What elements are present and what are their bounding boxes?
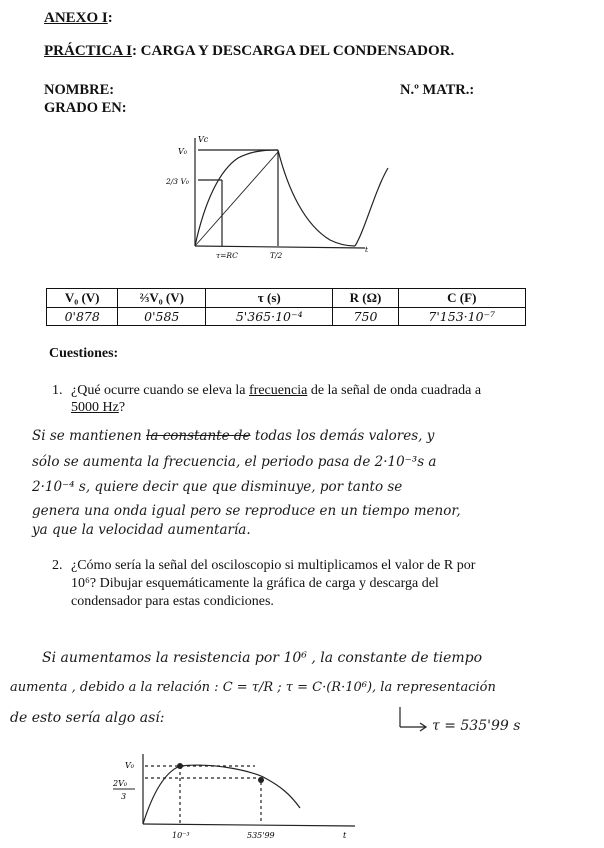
- table-header: τ (s): [206, 289, 333, 308]
- answer-1-line-1a: Si se mantienen: [32, 428, 142, 444]
- answer-1-line-3: 2·10⁻⁴ s, quiere decir que que disminuye, por tanto se: [32, 479, 403, 495]
- table-header: ⅔V₀ (V): [118, 289, 206, 308]
- charge-curve: [143, 765, 300, 824]
- tau-point: [258, 777, 264, 783]
- table-cell: 7'153·10⁻⁷: [398, 308, 525, 326]
- practice-subtitle: : CARGA Y DESCARGA DEL CONDENSADOR.: [131, 43, 455, 59]
- answer-1-line-4: genera una onda igual pero se reproduce en un tiempo menor,: [32, 503, 461, 519]
- vc-axis-label: Vc: [198, 135, 209, 144]
- degree-field-label: GRADO EN:: [44, 100, 127, 116]
- answer-2-formula: C = τ/R ; τ = C·(R·10⁶), la representación: [222, 680, 496, 695]
- practice-title: [44, 43, 454, 60]
- three-axis-label: 3: [121, 792, 127, 801]
- annex-title: [44, 10, 113, 27]
- question-1-frequency-value: 5000 Hz: [71, 400, 119, 415]
- answer-1-line-1b: todas los demás valores, y: [254, 428, 435, 444]
- peak-point: [177, 763, 183, 769]
- table-row: [47, 308, 526, 326]
- half-period-axis-label: T/2: [270, 251, 283, 260]
- tau-result: τ = 535'99 s: [432, 718, 521, 734]
- question-2-number: 2.: [52, 558, 63, 573]
- time-axis-label: t: [343, 831, 347, 840]
- question-2-line-2: 10⁶? Dibujar esquemáticamente la gráfica de carga y descarga del: [71, 576, 439, 591]
- graph-x-axis: [195, 246, 365, 248]
- answer-2-line-3: de esto sería algo así:: [10, 710, 165, 726]
- answer-1-strikethrough: la constante de: [146, 428, 251, 444]
- discharge-curve: [278, 150, 355, 246]
- x1-axis-label: 10⁻³: [172, 831, 190, 840]
- v0-axis-label: V₀: [178, 147, 187, 156]
- answer-1-line-1: [32, 428, 434, 444]
- annex-colon: :: [107, 10, 113, 26]
- table-header: R (Ω): [333, 289, 398, 308]
- annex-label: ANEXO I: [44, 10, 108, 26]
- charge-discharge-graph: [160, 130, 390, 270]
- table-cell: 5'365·10⁻⁴: [206, 308, 333, 326]
- graph-x-axis: [143, 824, 355, 826]
- question-1-number: 1.: [52, 383, 63, 398]
- recharge-curve: [355, 168, 388, 246]
- question-1-mark: ?: [118, 400, 126, 415]
- practice-label: PRÁCTICA I: [44, 43, 132, 59]
- answer-1-line-2: sólo se aumenta la frecuencia, el periodo pasa de 2·10⁻³s a: [32, 454, 437, 470]
- v0-axis-label: V₀: [125, 761, 134, 770]
- question-1-part-b: de la señal de onda cuadrada a: [307, 383, 482, 398]
- answer-2-line-2: [10, 680, 496, 695]
- table-header-row: [47, 289, 526, 308]
- question-1-line-2: [71, 399, 125, 416]
- tau-axis-label: τ=RC: [216, 251, 238, 260]
- name-field-label: NOMBRE:: [44, 82, 115, 98]
- matricula-field-label: N.º MATR.:: [400, 82, 475, 98]
- square-wave-diagonal: [195, 152, 278, 246]
- table-cell: 750: [333, 308, 398, 326]
- x2-axis-label: 535'99: [247, 831, 275, 840]
- table-header: V₀ (V): [47, 289, 118, 308]
- table-cell: 0'878: [47, 308, 118, 326]
- high-resistance-graph: [105, 752, 365, 842]
- question-1-part-a: ¿Qué ocurre cuando se eleva la: [71, 383, 250, 398]
- table-header: C (F): [398, 289, 525, 308]
- two-thirds-axis-label: 2/3 V₀: [166, 177, 189, 186]
- result-arrow: [370, 705, 430, 735]
- answer-2-line-2a: aumenta , debido a la relación :: [10, 680, 223, 695]
- question-1-text: [71, 382, 541, 399]
- questions-heading: Cuestiones:: [49, 346, 119, 361]
- results-table: [46, 288, 526, 326]
- answer-2-line-1: Si aumentamos la resistencia por 10⁶ , la constante de tiempo: [42, 650, 483, 666]
- time-axis-label: t: [365, 245, 369, 254]
- question-2-line-3: condensador para estas condiciones.: [71, 594, 274, 609]
- question-2-line-1: ¿Cómo sería la señal del osciloscopio si multiplicamos el valor de R por: [71, 558, 476, 573]
- two-v0-axis-label: 2V₀: [113, 779, 128, 788]
- table-cell: 0'585: [118, 308, 206, 326]
- answer-1-line-5: ya que la velocidad aumentaría.: [32, 522, 251, 538]
- question-1-underlined: frecuencia: [249, 383, 308, 398]
